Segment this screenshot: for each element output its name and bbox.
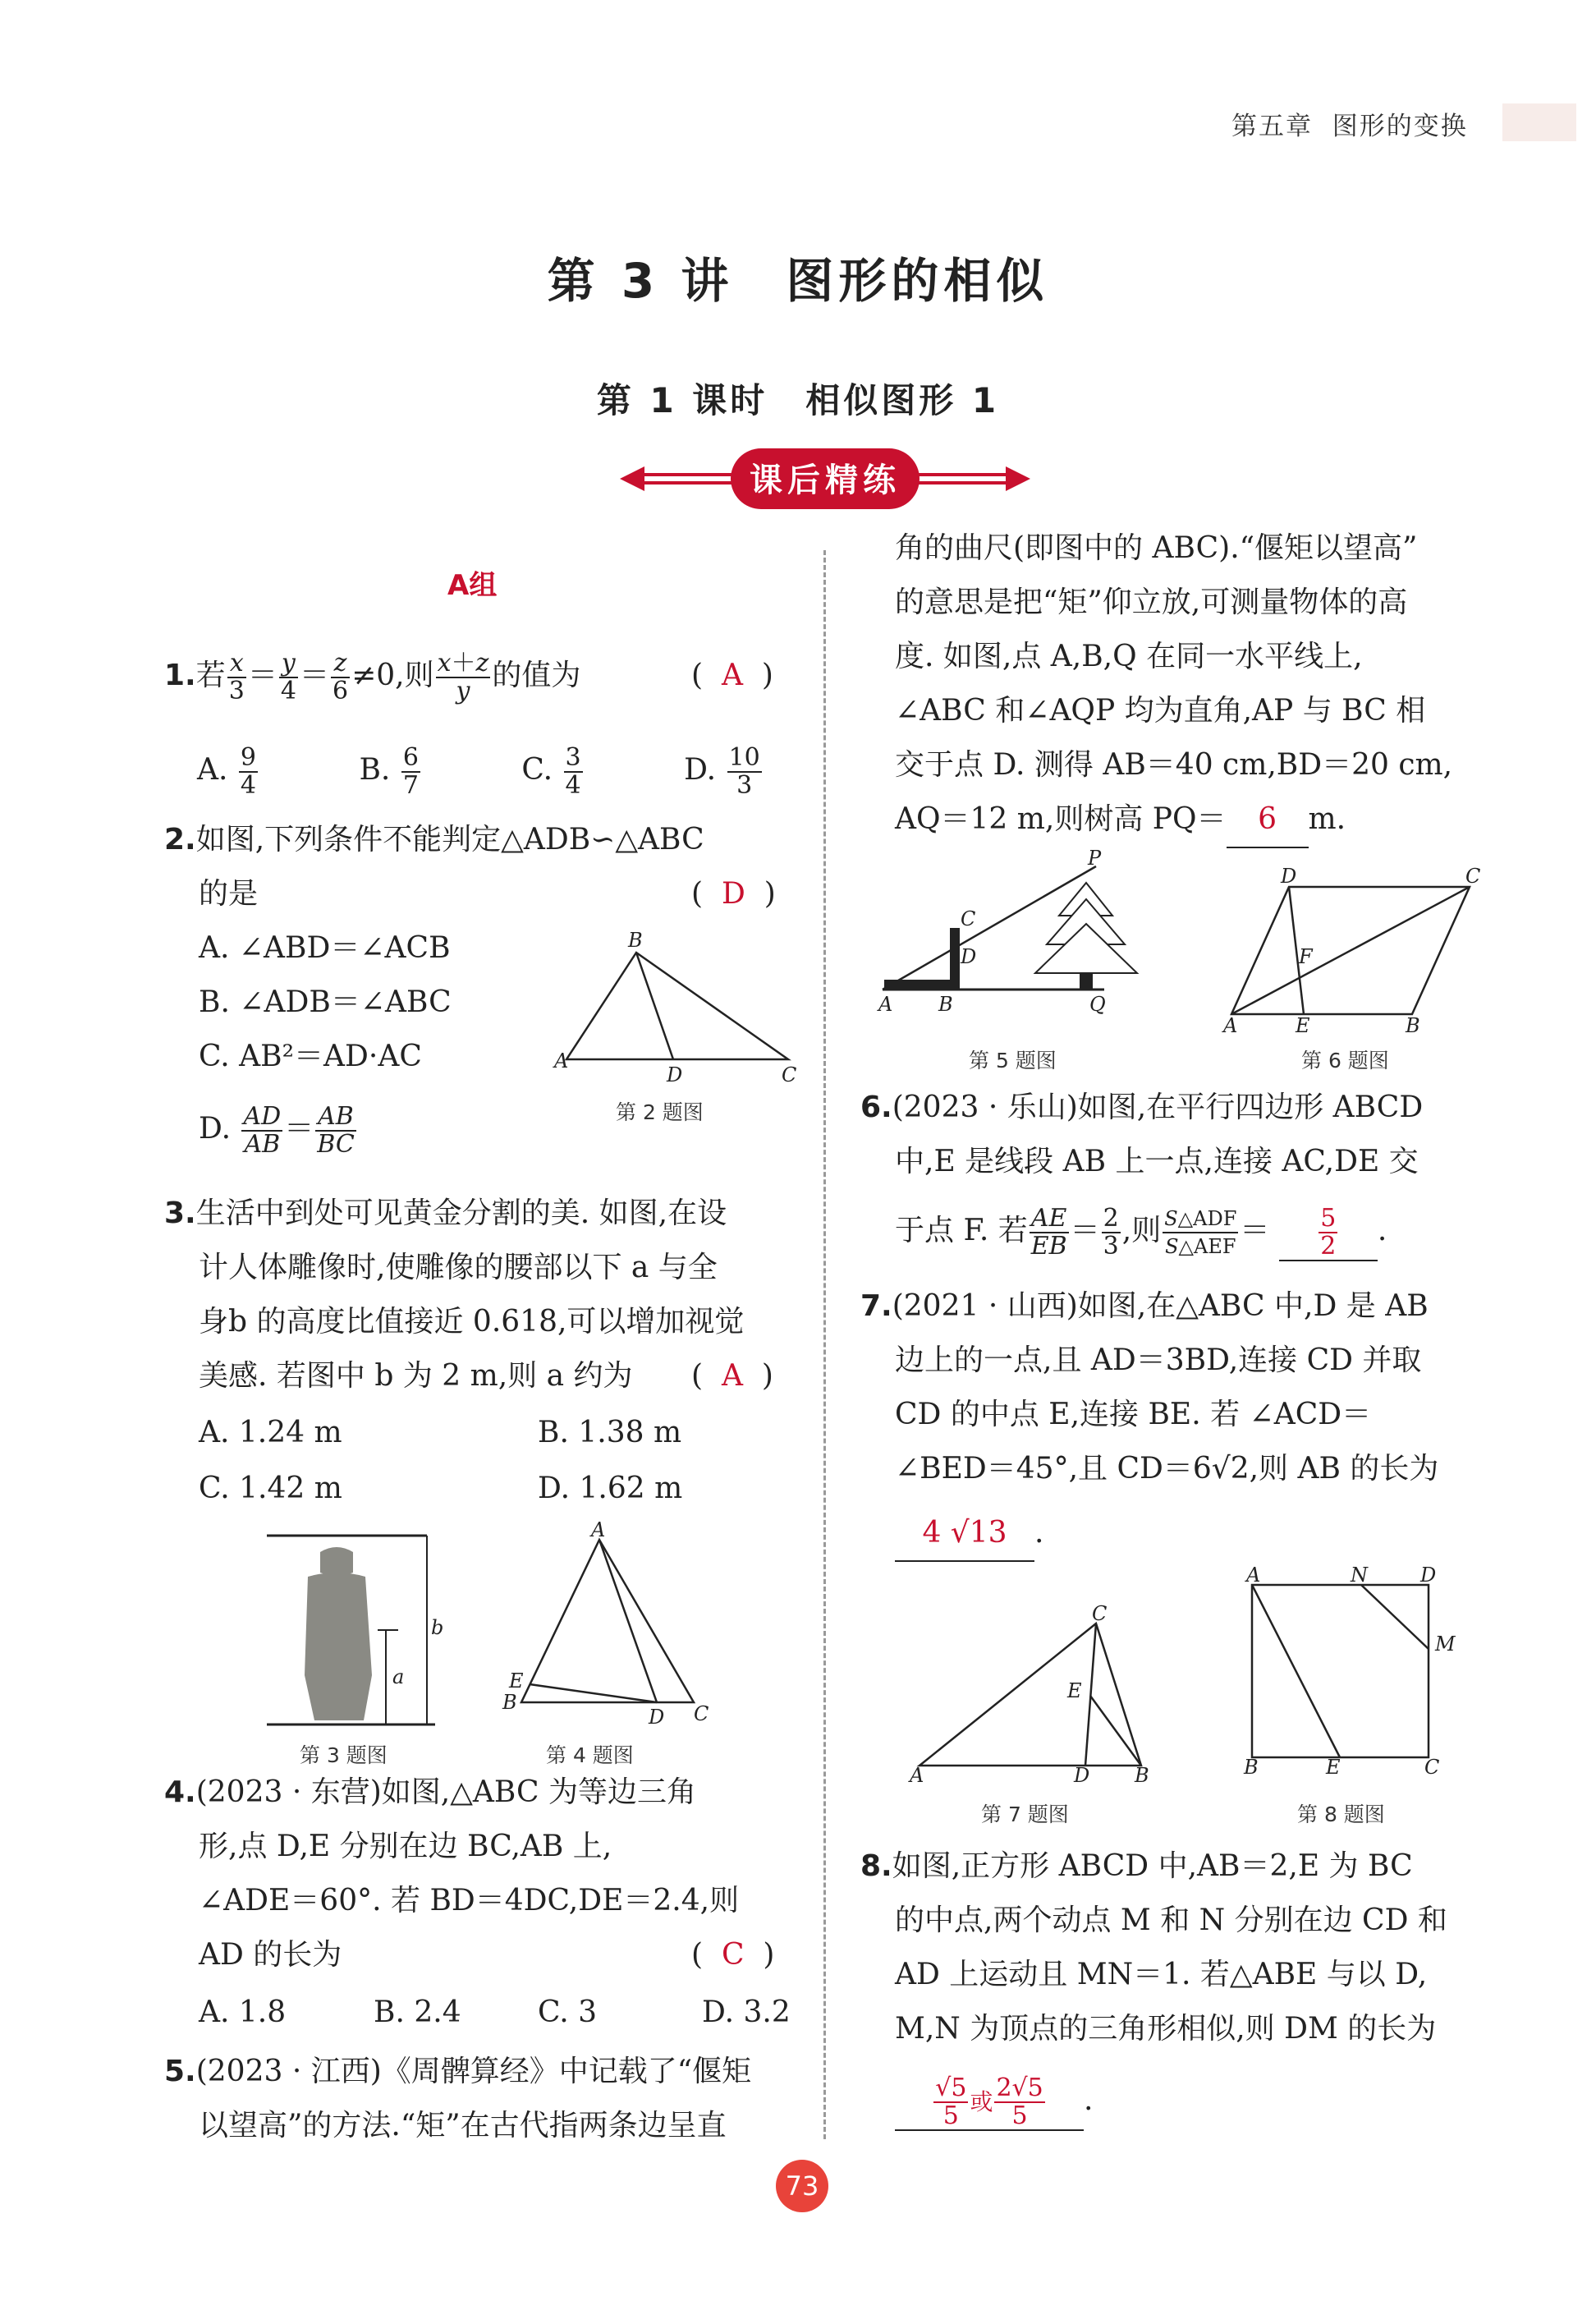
q2-option-a: A. ∠ABD＝∠ACB (199, 931, 451, 965)
chapter-header: 第五章 图形的变换 (1231, 112, 1468, 141)
q7-line2: 边上的一点,且 AD＝3BD,连接 CD 并取 (895, 1343, 1422, 1377)
svg-text:B: B (1135, 1764, 1149, 1787)
svg-text:A: A (554, 1049, 569, 1072)
q3-option-a: A. 1.24 m (199, 1416, 342, 1449)
svg-text:A: A (1246, 1564, 1261, 1587)
svg-text:C: C (961, 907, 976, 930)
svg-text:C: C (1092, 1602, 1108, 1625)
q8-line1: 8.如图,正方形 ABCD 中,AB＝2,E 为 BC (860, 1849, 1413, 1883)
q8-caption: 第 8 题图 (1297, 1803, 1385, 1826)
q2-option-b: B. ∠ADB＝∠ABC (199, 985, 452, 1019)
svg-text:D: D (961, 945, 977, 968)
svg-text:a: a (392, 1665, 405, 1688)
q4-option-a: A. 1.8 (199, 1995, 287, 2029)
svg-text:A: A (878, 993, 893, 1016)
q3-line1: 3.生活中到处可见黄金分割的美. 如图,在设 (164, 1196, 727, 1230)
q4-line1: 4.(2023 · 东营)如图,△ABC 为等边三角 (164, 1775, 697, 1809)
q2-option-d: D. $\frac{AD}{AB}$ ＝ $\frac{AB}{BC}$ (199, 1102, 355, 1159)
svg-text:A: A (1223, 1014, 1238, 1037)
q3-option-b: B. 1.38 m (538, 1416, 682, 1449)
svg-text:C: C (1424, 1756, 1440, 1779)
q4-figure (493, 1518, 709, 1729)
column-divider (823, 550, 826, 2139)
q5-line1: 5.(2023 · 江西)《周髀算经》中记载了“偃矩 (164, 2055, 752, 2088)
q5-answer: 6 (1227, 792, 1309, 848)
svg-text:b: b (431, 1616, 444, 1639)
q3-line3: 身b 的高度比值接近 0.618,可以增加视觉 (199, 1305, 745, 1339)
q3-line2: 计人体雕像时,使雕像的腰部以下 a 与全 (199, 1251, 718, 1284)
group-label: A组 (447, 569, 498, 602)
svg-text:E: E (1296, 1014, 1310, 1037)
q8-line3: AD 上运动且 MN＝1. 若△ABE 与以 D, (895, 1958, 1428, 1991)
q3-option-c: C. 1.42 m (199, 1472, 342, 1505)
q6-line2: 中,E 是线段 AB 上一点,连接 AC,DE 交 (895, 1145, 1419, 1178)
q5-caption: 第 5 题图 (969, 1049, 1057, 1072)
q8-answer: $\frac{√5}{5}$ 或 $\frac{2√5}{5}$ (895, 2073, 1084, 2131)
svg-text:B: B (502, 1691, 517, 1714)
q2-answer: ( D ) (691, 877, 776, 911)
q5-line7: 交于点 D. 测得 AB＝40 cm,BD＝20 cm, (895, 748, 1453, 782)
q1-options: A. $\frac{9}{4}$ B. $\frac{6}{7}$ C. $\frac{3}{4}$ D. $\frac{10}{3}$ (197, 743, 760, 800)
svg-text:D: D (1420, 1564, 1437, 1587)
svg-text:A: A (910, 1764, 924, 1787)
q7-answer: 4 √13 (895, 1506, 1034, 1562)
q5-line3: 角的曲尺(即图中的 ABC).“偃矩以望高” (895, 531, 1418, 565)
q2-stem2: 的是 (199, 877, 259, 911)
q7-figure (903, 1602, 1166, 1787)
q4-line2: 形,点 D,E 分别在边 BC,AB 上, (199, 1830, 612, 1863)
q7-line1: 7.(2021 · 山西)如图,在△ABC 中,D 是 AB (860, 1289, 1429, 1323)
q5-line5: 度. 如图,点 A,B,Q 在同一水平线上, (895, 640, 1363, 673)
q6-answer-den: 2 (1320, 1232, 1337, 1261)
svg-text:A: A (591, 1518, 606, 1541)
q6-answer-num: 5 (1320, 1204, 1337, 1233)
q7-answer-line: 4 √13 . (895, 1506, 1043, 1562)
q6-line3: 于点 F. 若 $\frac{AE}{EB}$ ＝ $\frac{2}{3}$ ,则 $\frac{\text{S△ADF}}{\text{S△AEF}}$ ＝ $\frac{5}{2}$ . (895, 1204, 1387, 1261)
q4-answer: ( C ) (691, 1938, 775, 1972)
svg-text:D: D (649, 1706, 665, 1729)
lesson-subtitle: 第 1 课时 相似图形 1 (596, 380, 1000, 420)
q6-line1: 6.(2023 · 乐山)如图,在平行四边形 ABCD (860, 1091, 1424, 1124)
svg-text:D: D (1074, 1764, 1090, 1787)
q1-stem: 1.若 $\frac{x}{3}$ ＝ $\frac{y}{4}$ ＝ $\frac{z}{6}$ ≠0,则 $\frac{x+z}{y}$ 的值为 (164, 649, 581, 705)
q7-caption: 第 7 题图 (981, 1803, 1069, 1826)
q5-line6: ∠ABC 和∠AQP 均为直角,AP 与 BC 相 (895, 694, 1426, 728)
q4-line4: AD 的长为 (199, 1938, 342, 1972)
svg-text:Q: Q (1089, 993, 1106, 1016)
svg-text:C: C (694, 1702, 709, 1725)
q8-figure (1240, 1564, 1461, 1779)
q5-line4: 的意思是把“矩”仰立放,可测量物体的高 (895, 586, 1408, 619)
q2-option-c: C. AB²＝AD·AC (199, 1040, 422, 1073)
q1-answer: ( A ) (691, 659, 773, 692)
q3-option-d: D. 1.62 m (538, 1472, 683, 1505)
svg-text:M: M (1435, 1633, 1456, 1656)
svg-text:B: B (938, 993, 953, 1016)
q5-line2: 以望高”的方法.“矩”在古代指两条边呈直 (199, 2109, 727, 2142)
q3-line4: 美感. 若图中 b 为 2 m,则 a 约为 (199, 1359, 633, 1393)
q7-line3: CD 的中点 E,连接 BE. 若 ∠ACD＝ (895, 1398, 1372, 1431)
q8-answer-line: $\frac{√5}{5}$ 或 $\frac{2√5}{5}$ . (895, 2073, 1093, 2131)
svg-text:E: E (509, 1669, 524, 1692)
q3-caption: 第 3 题图 (300, 1743, 388, 1767)
svg-text:B: B (1244, 1756, 1259, 1779)
banner (612, 442, 1039, 516)
svg-text:B: B (1406, 1014, 1420, 1037)
q2-stem1: 2.如图,下列条件不能判定△ADB∽△ABC (164, 823, 704, 856)
header-decoration (1502, 103, 1576, 141)
q4-option-b: B. 2.4 (374, 1995, 461, 2029)
q7-line4: ∠BED＝45°,且 CD＝6√2,则 AB 的长为 (895, 1452, 1439, 1486)
svg-text:P: P (1088, 847, 1102, 870)
q3-answer: ( A ) (691, 1359, 773, 1393)
q2-caption: 第 2 题图 (616, 1100, 704, 1124)
q4-caption: 第 4 题图 (546, 1743, 634, 1767)
q5-figure (874, 847, 1186, 1016)
q4-line3: ∠ADE＝60°. 若 BD＝4DC,DE＝2.4,则 (199, 1884, 740, 1917)
q4-option-d: D. 3.2 (702, 1995, 791, 2029)
svg-text:E: E (1326, 1756, 1341, 1779)
svg-text:N: N (1351, 1564, 1368, 1587)
svg-text:C: C (782, 1063, 797, 1086)
page-title: 第 3 讲 图形的相似 (547, 253, 1049, 309)
q3-figure (263, 1527, 452, 1741)
svg-text:F: F (1299, 945, 1313, 968)
svg-text:D: D (1281, 865, 1297, 888)
q4-option-c: C. 3 (538, 1995, 598, 2029)
q2-figure (550, 924, 805, 1096)
svg-text:D: D (667, 1063, 683, 1086)
svg-text:C: C (1465, 865, 1481, 888)
svg-text:E: E (1067, 1679, 1082, 1702)
page-number: 73 (776, 2160, 828, 2212)
q6-caption: 第 6 题图 (1301, 1049, 1389, 1072)
q5-line8: AQ＝12 m,则树高 PQ＝ 6 m. (895, 792, 1346, 848)
q8-line4: M,N 为顶点的三角形相似,则 DM 的长为 (895, 2012, 1437, 2046)
q6-figure (1215, 865, 1486, 1037)
svg-text:B: B (628, 929, 643, 952)
q8-line2: 的中点,两个动点 M 和 N 分别在边 CD 和 (895, 1904, 1447, 1937)
banner-label: 课后精练 (750, 462, 901, 499)
